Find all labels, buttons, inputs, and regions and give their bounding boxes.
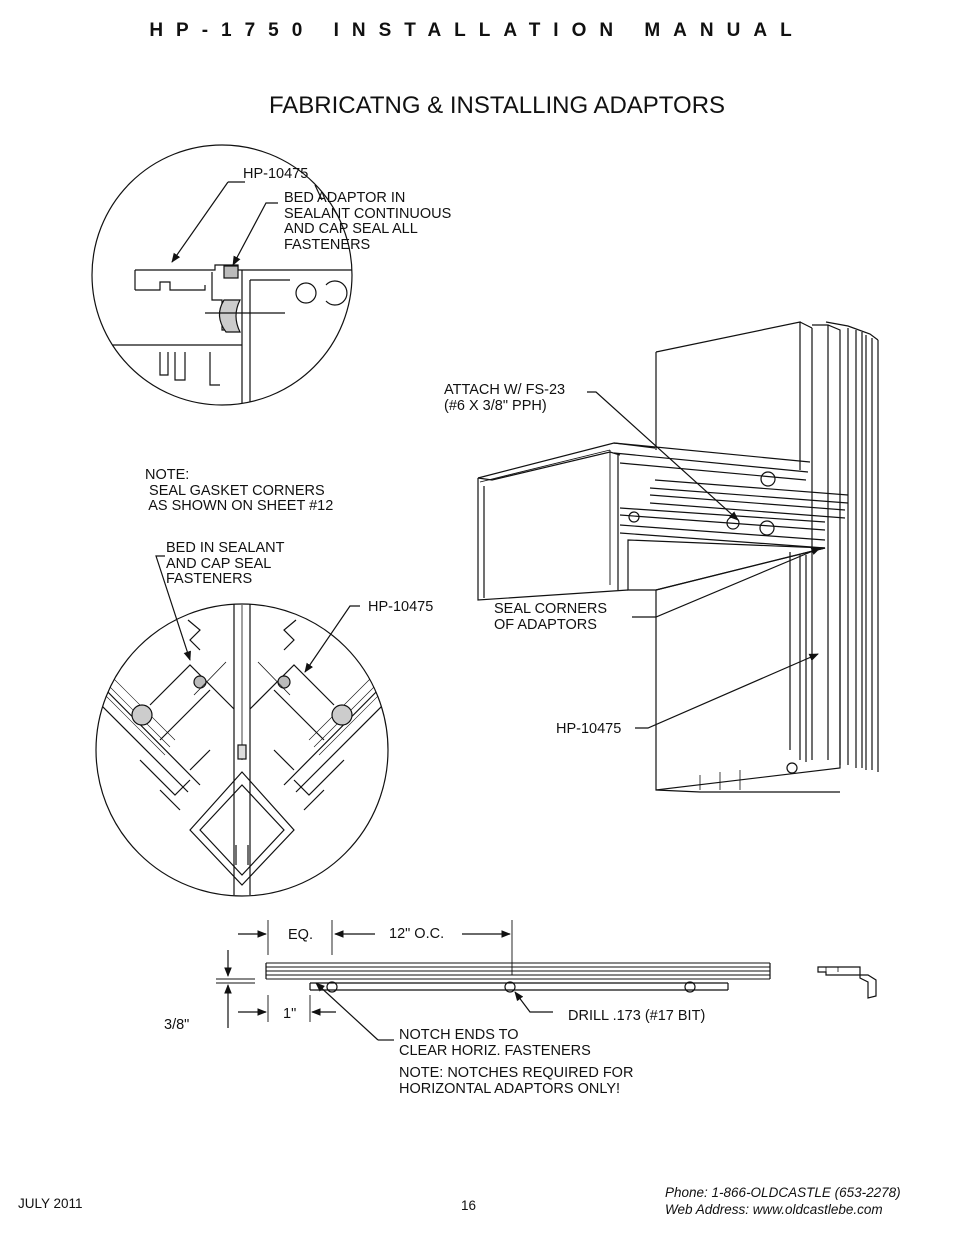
- footer-contact: Phone: 1-866-OLDCASTLE (653-2278) Web Address: www.oldcastlebe.com: [665, 1185, 901, 1217]
- label-corner-part: HP-10475: [368, 599, 434, 615]
- label-note-notches: NOTE: NOTCHES REQUIRED FOR HORIZONTAL ADAPTORS ONLY!: [399, 1065, 634, 1097]
- footer-date: JULY 2011: [18, 1196, 83, 1211]
- label-notch: NOTCH ENDS TO CLEAR HORIZ. FASTENERS: [399, 1027, 591, 1059]
- label-note: NOTE: SEAL GASKET CORNERS AS SHOWN ON SHEET #12: [145, 467, 334, 514]
- label-attach: ATTACH W/ FS-23 (#6 X 3/8" PPH): [444, 382, 566, 414]
- label-eq: EQ.: [288, 927, 313, 943]
- detail-circle-top: [92, 145, 360, 415]
- detail-circle-corner: [96, 556, 388, 896]
- label-one-inch: 1": [283, 1006, 297, 1022]
- label-top-part: HP-10475: [243, 166, 309, 182]
- adaptor-strip-detail: [216, 920, 876, 1040]
- page-title: FABRICATNG & INSTALLING ADAPTORS: [268, 92, 726, 119]
- label-three-eighths: 3/8": [164, 1017, 190, 1033]
- label-iso-part: HP-10475: [556, 721, 622, 737]
- page-number: 16: [461, 1198, 477, 1213]
- label-oc: 12" O.C.: [389, 926, 445, 942]
- label-seal-corners: SEAL CORNERS OF ADAPTORS: [494, 601, 608, 633]
- label-bed-sealant: BED IN SEALANT AND CAP SEAL FASTENERS: [166, 540, 285, 587]
- label-drill: DRILL .173 (#17 BIT): [568, 1008, 706, 1024]
- label-bed-adaptor: BED ADAPTOR IN SEALANT CONTINUOUS AND CAP SEAL ALL FASTENERS: [284, 190, 452, 253]
- manual-header: HP-1750 INSTALLATION MANUAL: [149, 20, 805, 41]
